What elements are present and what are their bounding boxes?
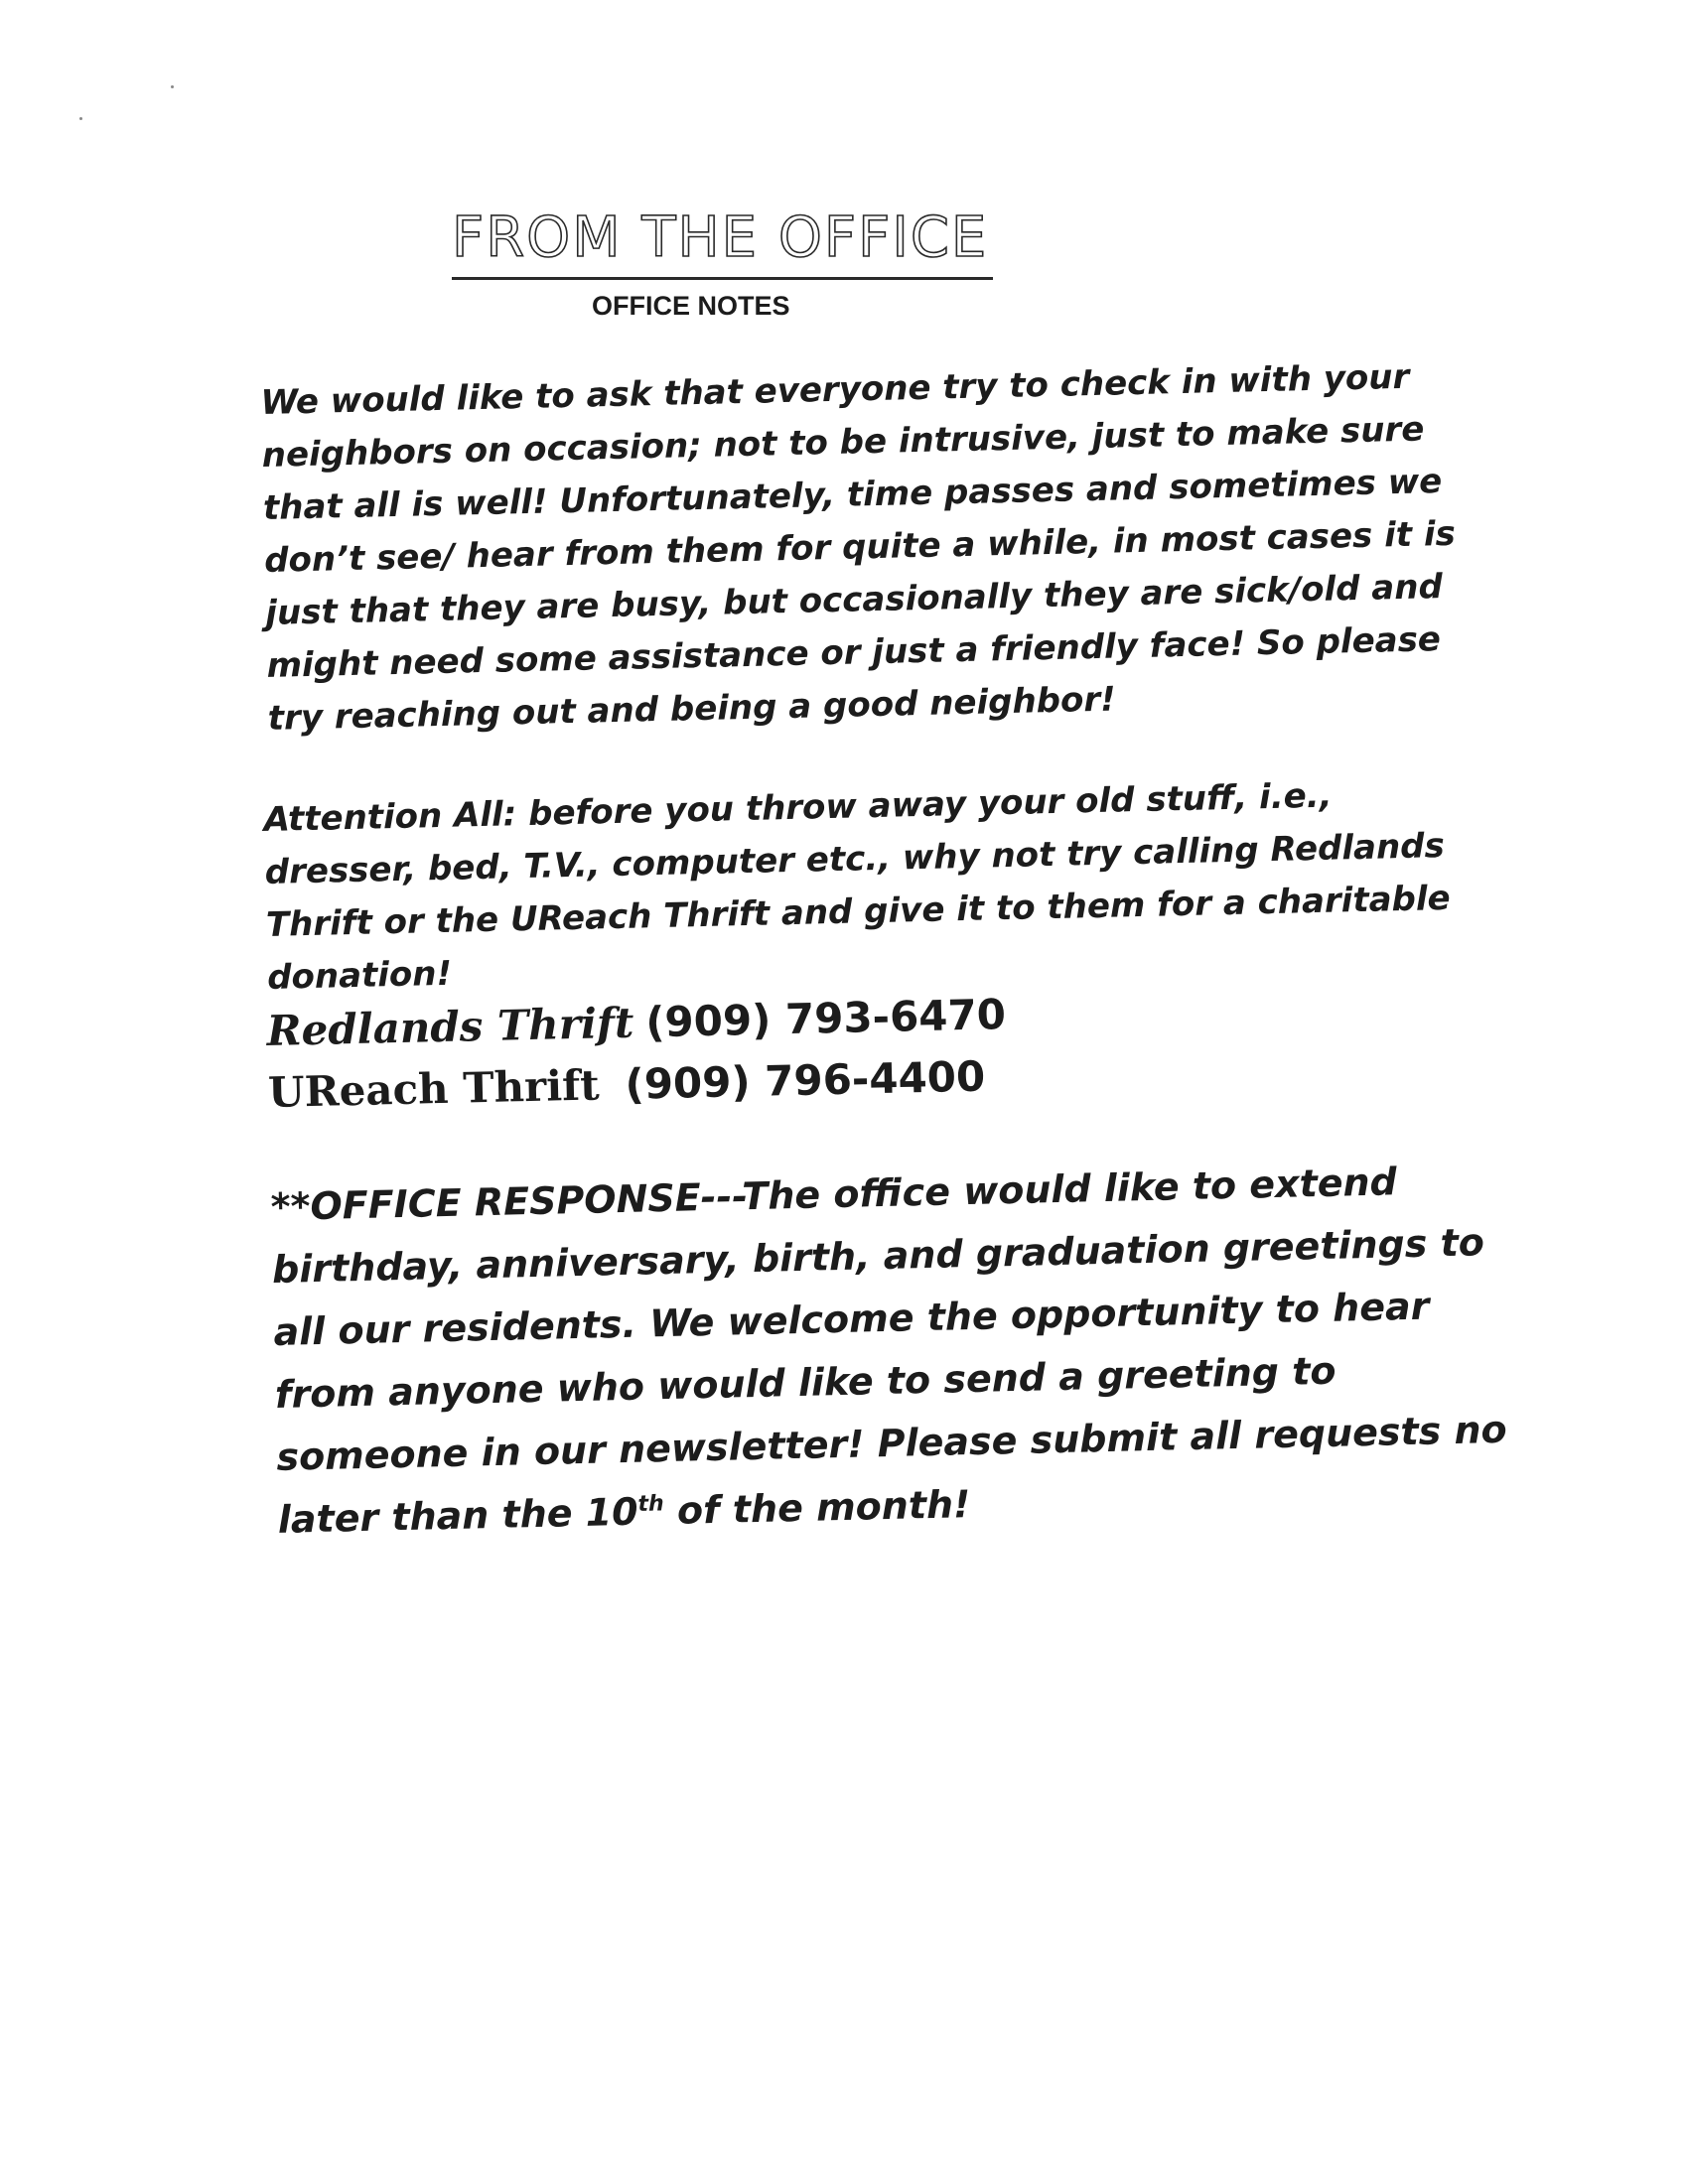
header <box>452 204 993 280</box>
office-response-end: of the month! <box>663 1482 971 1534</box>
donation-paragraph: Attention All: before you throw away your old stuff, i.e., dresser, bed, T.V., computer etc., why not try calling Redlands Thrift or the UReach Thrift and give it to them for a charitable donation! <box>263 775 1452 998</box>
scan-speck <box>171 85 174 88</box>
thrift-contacts <box>266 978 1262 1124</box>
office-response-text: **OFFICE RESPONSE---The office would like to extend birthday, anniversary, birth, and graduation greetings to all our residents. We welcome the opportunity to hear from anyone who would like to send a greeting to someone in our newsletter! Please submit all requests no later than the 10 <box>270 1160 1508 1542</box>
contact-phone: (909) 793-6470 <box>644 990 1007 1047</box>
contact-name: Redlands Thrift <box>266 998 634 1055</box>
ordinal-suffix: th <box>637 1491 664 1518</box>
scan-speck <box>79 117 82 120</box>
office-response-paragraph <box>270 1149 1509 1552</box>
neighbors-paragraph: We would like to ask that everyone try to check in with your neighbors on occasion; not to be intrusive, just to make sure that all is well! Unfortunately, time passes and sometimes we don’t see/ hear from them for quite a while, in most cases it is just that they are busy, but occasionally they are sick/old and might need some assistance or just a friendly face! So please try reaching out and being a good neighbor! <box>260 356 1457 739</box>
section-subtitle: OFFICE NOTES <box>592 291 790 321</box>
contact-phone: (909) 796-4400 <box>624 1051 986 1109</box>
page-title: FROM THE OFFICE <box>452 205 989 270</box>
contact-name: UReach Thrift <box>267 1060 601 1117</box>
title-underline <box>452 277 993 280</box>
